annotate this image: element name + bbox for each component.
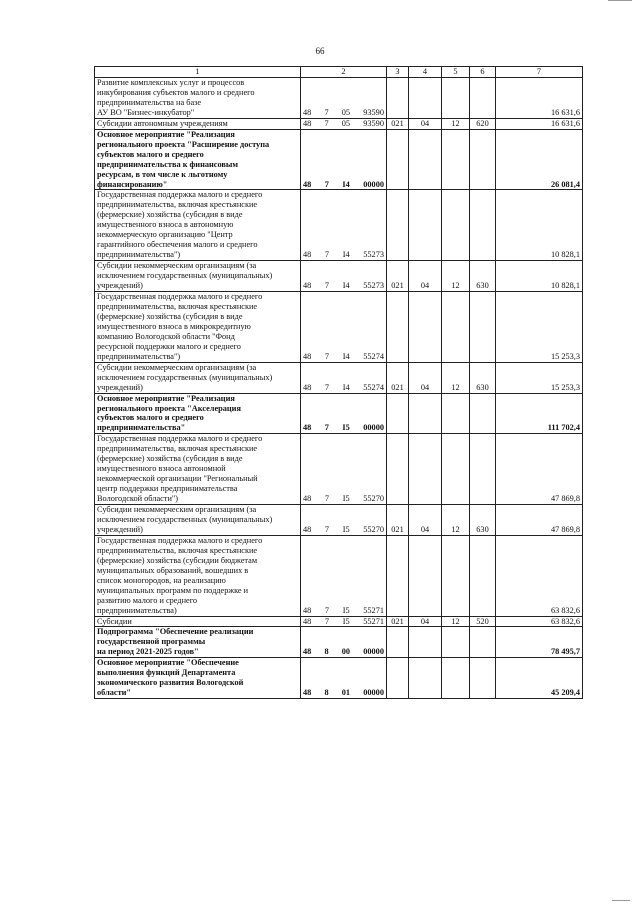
row-code: [303, 119, 384, 129]
row-name: Основное мероприятие "Реализация регионального проекта "Расширение доступа субъектов малого и среднего предпринимательства к финансовым ресурсам, в том числе к льготному финансированию": [95, 129, 301, 190]
row-amount: 78 495,7: [496, 627, 583, 658]
row-code-d: 93590: [363, 118, 384, 128]
row-code-cell: [301, 129, 387, 190]
row-amount: 45 209,4: [496, 658, 583, 699]
row-code: [303, 606, 384, 616]
row-col-4: [409, 190, 442, 261]
row-col-5: [442, 292, 470, 363]
row-col-3: 021: [387, 616, 409, 627]
row-col-3: [387, 434, 409, 505]
row-code: [303, 352, 384, 362]
row-code-a: 48: [303, 647, 312, 657]
row-amount: 16 631,6: [496, 118, 583, 129]
row-code-b: 7: [324, 382, 330, 392]
row-code-c: I5: [342, 423, 350, 433]
row-col-3: [387, 292, 409, 363]
row-col-3: 021: [387, 505, 409, 536]
scan-edge-mark: [608, 0, 632, 4]
table-row: [95, 362, 583, 393]
table-row: [95, 292, 583, 363]
row-amount: 47 869,8: [496, 505, 583, 536]
row-col-4: [409, 78, 442, 119]
row-code-d: 00000: [363, 423, 384, 433]
row-code-b: 7: [324, 118, 329, 128]
row-col-6: [470, 129, 496, 190]
row-col-3: 021: [387, 118, 409, 129]
row-code-a: 48: [303, 107, 312, 117]
header-col-5: 5: [442, 67, 470, 78]
row-code-a: 48: [303, 250, 312, 260]
row-code-c: I5: [342, 605, 350, 615]
row-col-6: [470, 658, 496, 699]
row-code-cell: [301, 627, 387, 658]
row-code-c: I4: [342, 281, 350, 291]
row-col-5: [442, 434, 470, 505]
row-col-4: [409, 434, 442, 505]
row-name: Подпрограмма "Обеспечение реализации государственной программы на период 2021-2025 годов": [95, 627, 301, 658]
row-col-3: [387, 393, 409, 434]
row-code-b: 7: [324, 250, 330, 260]
row-col-5: 12: [442, 362, 470, 393]
row-col-6: 630: [470, 362, 496, 393]
row-code: [303, 525, 384, 535]
row-amount: 111 702,4: [496, 393, 583, 434]
row-code-c: I4: [342, 179, 350, 189]
row-code: [303, 423, 384, 433]
row-amount: 63 832,6: [496, 535, 583, 616]
row-name: Субсидии некоммерческим организациям (за исключением государственных (муниципальных) учреждений): [95, 362, 301, 393]
row-code-a: 48: [303, 281, 312, 291]
row-code-d: 55270: [363, 524, 384, 534]
row-col-6: [470, 190, 496, 261]
row-code-a: 48: [303, 688, 312, 698]
row-code-d: 55274: [363, 351, 384, 361]
row-col-5: 12: [442, 118, 470, 129]
row-col-5: [442, 393, 470, 434]
row-name: Государственная поддержка малого и среднего предпринимательства, включая крестьянские (фермерские) хозяйства (субсидия в виде имущественного взноса в автономную некоммерческую организацию "Центр гарантийного обеспечения малого и среднего предпринимательства"): [95, 190, 301, 261]
row-code-c: I4: [342, 351, 350, 361]
row-col-5: [442, 190, 470, 261]
row-code-b: 8: [324, 688, 329, 698]
row-name: Государственная поддержка малого и среднего предпринимательства, включая крестьянские (фермерские) хозяйства (субсидия в виде имущественного взноса в микрокредитную компанию Вологодской области "Фонд ресурсной поддержки малого и среднего предпринимательства"): [95, 292, 301, 363]
row-name: Субсидии автономным учреждениям: [95, 118, 301, 129]
row-amount: 63 832,6: [496, 616, 583, 627]
table-row: [95, 505, 583, 536]
row-code-cell: [301, 362, 387, 393]
table-row: [95, 627, 583, 658]
row-code: [303, 180, 384, 190]
row-col-4: [409, 393, 442, 434]
row-code-d: 55273: [363, 250, 384, 260]
row-col-3: [387, 129, 409, 190]
row-code-cell: [301, 78, 387, 119]
row-col-5: [442, 129, 470, 190]
row-name: Субсидии некоммерческим организациям (за исключением государственных (муниципальных) учреждений): [95, 505, 301, 536]
row-code: [303, 494, 384, 504]
row-col-5: [442, 78, 470, 119]
row-code-d: 00000: [363, 688, 384, 698]
row-code-b: 7: [324, 179, 329, 189]
row-name: Государственная поддержка малого и среднего предпринимательства, включая крестьянские (фермерские) хозяйства (субсидия в виде имущественного взноса автономной некоммерческой организации "Региональный центр поддержки предпринимательства Вологодской области"): [95, 434, 301, 505]
row-code-d: 55271: [363, 616, 384, 626]
row-col-4: [409, 535, 442, 616]
row-code: [303, 647, 384, 657]
row-code: [303, 281, 384, 291]
row-col-4: 04: [409, 118, 442, 129]
row-code-d: 00000: [363, 179, 384, 189]
row-amount: 10 828,1: [496, 261, 583, 292]
row-col-3: 021: [387, 362, 409, 393]
row-col-3: [387, 535, 409, 616]
row-code-b: 7: [324, 351, 330, 361]
row-col-6: [470, 627, 496, 658]
row-code: [303, 617, 384, 627]
row-code: [303, 688, 384, 698]
table-row: [95, 129, 583, 190]
row-amount: 26 081,4: [496, 129, 583, 190]
row-code-d: 55273: [363, 281, 384, 291]
row-code-b: 7: [324, 281, 330, 291]
row-code-cell: [301, 292, 387, 363]
row-code: [303, 383, 384, 393]
row-code-cell: [301, 261, 387, 292]
table-row: [95, 535, 583, 616]
row-code-a: 48: [303, 605, 312, 615]
header-col-1: 1: [95, 67, 301, 78]
row-code-cell: [301, 190, 387, 261]
row-code-d: 93590: [363, 107, 384, 117]
row-name: Субсидии: [95, 616, 301, 627]
row-code-a: 48: [303, 382, 312, 392]
row-code-d: 55274: [363, 382, 384, 392]
row-code-cell: [301, 535, 387, 616]
row-code-a: 48: [303, 351, 312, 361]
page-number: 66: [315, 46, 325, 56]
row-col-6: 620: [470, 118, 496, 129]
row-col-5: [442, 658, 470, 699]
row-col-4: 04: [409, 261, 442, 292]
row-col-6: 630: [470, 261, 496, 292]
row-code: [303, 250, 384, 260]
table-row: [95, 261, 583, 292]
table-row: [95, 78, 583, 119]
row-col-5: 12: [442, 261, 470, 292]
row-code-c: 05: [341, 118, 351, 128]
row-col-4: [409, 627, 442, 658]
row-code-a: 48: [303, 423, 312, 433]
row-code-cell: [301, 434, 387, 505]
row-code-b: 7: [324, 494, 330, 504]
row-col-3: [387, 190, 409, 261]
row-name: Основное мероприятие "Реализация регионального проекта "Акселерация субъектов малого и среднего предпринимательства": [95, 393, 301, 434]
header-col-7: 7: [496, 67, 583, 78]
row-code-c: 05: [341, 107, 351, 117]
scan-edge-mark-bottom: [612, 897, 630, 901]
row-amount: 47 869,8: [496, 434, 583, 505]
row-code-a: 48: [303, 179, 312, 189]
row-col-6: [470, 434, 496, 505]
row-col-4: [409, 129, 442, 190]
row-code-c: I5: [342, 494, 350, 504]
row-code-b: 7: [324, 423, 329, 433]
budget-table: [94, 66, 583, 699]
row-col-5: 12: [442, 616, 470, 627]
row-col-5: [442, 535, 470, 616]
row-code-c: I5: [342, 524, 350, 534]
row-col-6: [470, 292, 496, 363]
header-col-3: 3: [387, 67, 409, 78]
row-name: Государственная поддержка малого и среднего предпринимательства, включая крестьянские (фермерские) хозяйства (субсидии бюджетам муниципальных образований, вошедших в список моногородов, на реализацию муниципальных программ по поддержке и развитию малого и среднего предпринимательства): [95, 535, 301, 616]
row-col-3: [387, 658, 409, 699]
row-col-4: 04: [409, 362, 442, 393]
row-col-6: 520: [470, 616, 496, 627]
row-col-4: [409, 658, 442, 699]
row-code-b: 7: [324, 524, 330, 534]
row-code-c: 01: [341, 688, 351, 698]
row-col-3: [387, 627, 409, 658]
row-amount: 15 253,3: [496, 292, 583, 363]
row-amount: 16 631,6: [496, 78, 583, 119]
header-col-2: 2: [301, 67, 387, 78]
row-code-b: 7: [324, 616, 330, 626]
row-code-a: 48: [303, 494, 312, 504]
row-code-cell: [301, 658, 387, 699]
row-col-3: [387, 78, 409, 119]
row-col-5: 12: [442, 505, 470, 536]
row-col-5: [442, 627, 470, 658]
row-name: Субсидии некоммерческим организациям (за исключением государственных (муниципальных) учреждений): [95, 261, 301, 292]
row-code-a: 48: [303, 118, 312, 128]
row-code-cell: [301, 393, 387, 434]
table-row: [95, 118, 583, 129]
row-code: [303, 108, 384, 118]
row-code-b: 8: [324, 647, 329, 657]
table-row: [95, 434, 583, 505]
row-code-b: 7: [324, 605, 330, 615]
row-code-d: 55271: [363, 605, 384, 615]
row-code-c: I4: [342, 382, 350, 392]
table-row: [95, 658, 583, 699]
row-col-4: 04: [409, 616, 442, 627]
row-code-cell: [301, 505, 387, 536]
header-col-4: 4: [409, 67, 442, 78]
row-code-d: 00000: [363, 647, 384, 657]
table-row: [95, 190, 583, 261]
row-code-a: 48: [303, 616, 312, 626]
row-code-cell: [301, 118, 387, 129]
row-amount: 10 828,1: [496, 190, 583, 261]
row-col-6: [470, 535, 496, 616]
table-row: [95, 393, 583, 434]
row-code-a: 48: [303, 524, 312, 534]
row-code-cell: [301, 616, 387, 627]
row-amount: 15 253,3: [496, 362, 583, 393]
header-row: [95, 67, 583, 78]
row-code-b: 7: [324, 107, 329, 117]
row-name: Развитие комплексных услуг и процессов инкубирования субъектов малого и среднего предпринимательства на базе АУ ВО "Бизнес-инкубатор": [95, 78, 301, 119]
table-row: [95, 616, 583, 627]
table-body: [95, 67, 583, 699]
row-col-4: [409, 292, 442, 363]
row-col-6: [470, 78, 496, 119]
row-col-6: [470, 393, 496, 434]
row-code-c: 00: [341, 647, 351, 657]
row-col-3: 021: [387, 261, 409, 292]
row-code-d: 55270: [363, 494, 384, 504]
row-col-4: 04: [409, 505, 442, 536]
row-code-c: I5: [342, 616, 350, 626]
row-col-6: 630: [470, 505, 496, 536]
header-col-6: 6: [470, 67, 496, 78]
row-name: Основное мероприятие "Обеспечение выполнения функций Департамента экономического развития Вологодской области": [95, 658, 301, 699]
row-code-c: I4: [342, 250, 350, 260]
